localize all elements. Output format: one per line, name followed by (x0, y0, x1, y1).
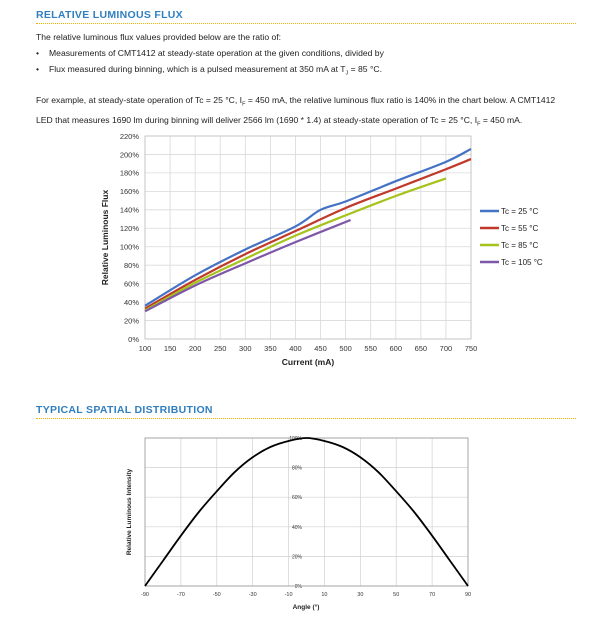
section-title-typical-spatial-distribution: TYPICAL SPATIAL DISTRIBUTION (36, 404, 213, 416)
x-axis-label: Current (mA) (281, 357, 335, 367)
legend-label-3: Tc = 85 °C (501, 240, 539, 250)
plot-area-frame (145, 438, 468, 586)
x-tick-label: 350 (264, 344, 277, 353)
y-tick-label: 20% (123, 316, 139, 326)
y-tick-label: 140% (119, 205, 139, 215)
x-tick-label: 200 (188, 344, 202, 353)
legend-label-4: Tc = 105 °C (501, 257, 543, 267)
section-divider (36, 418, 576, 419)
x-tick-label: 150 (163, 344, 177, 353)
bullet-marker: • (36, 48, 40, 58)
y-tick-label: 160% (119, 187, 139, 197)
x-tick-label: 650 (414, 344, 428, 353)
x-tick-label: 30 (357, 592, 364, 598)
bullet-marker: • (36, 64, 40, 74)
y-tick-label: 100% (289, 436, 302, 442)
x-tick-label: 90 (464, 592, 472, 598)
y-axis-label: Relative Luminous Intensity (126, 468, 133, 556)
example-paragraph (36, 94, 555, 130)
y-tick-label: 180% (119, 168, 139, 178)
legend-label-2: Tc = 55 °C (501, 223, 539, 233)
y-tick-label: 120% (119, 224, 139, 234)
x-tick-label: -70 (176, 592, 185, 598)
x-tick-label: 70 (429, 592, 436, 598)
y-tick-label: 80% (123, 260, 139, 270)
x-tick-label: 700 (439, 344, 453, 353)
x-tick-label: 600 (389, 344, 403, 353)
y-tick-label: 20% (291, 554, 302, 561)
example-line-1: For example, at steady-state operation of Tc = 25 °C, $I_F = 450$ mA, the relative luminous flux ratio is 140% in the chart below. A CMT1412 (36, 95, 556, 108)
y-tick-label: 220% (119, 131, 139, 141)
y-tick-label: 40% (123, 297, 139, 307)
x-tick-label: 50 (393, 592, 400, 598)
x-tick-label: 450 (314, 344, 327, 353)
x-tick-label: -90 (141, 592, 149, 598)
bullet-text: Flux measured during binning, which is a pulsed measurement at 350 mA at $T_J = 85$ °C. (49, 64, 383, 77)
x-tick-label: 100 (138, 344, 152, 353)
y-tick-label: 40% (291, 524, 302, 531)
y-tick-label: 0% (128, 334, 139, 344)
intro-text: The relative luminous flux values provided below are the ratio of: (36, 32, 282, 42)
spatial-distribution-chart (0, 428, 612, 622)
x-tick-label: 10 (321, 592, 328, 598)
x-tick-label: 250 (213, 344, 227, 353)
example-line-2: LED that measures 1690 lm during binning will deliver 2566 lm (1690 * 1.4) at steady-state operation of Tc = 25 °C, $I_F = 450$ mA. (36, 114, 523, 128)
x-tick-label: 400 (289, 344, 302, 353)
legend-label-1: Tc = 25 °C (501, 206, 539, 216)
section-divider (36, 23, 576, 24)
bullet-text: Measurements of CMT1412 at steady-state operation at the given conditions, divided by (49, 48, 384, 58)
y-tick-label: 100% (119, 242, 139, 252)
y-tick-label: 60% (123, 279, 139, 289)
y-axis-label: Relative Luminous Flux (100, 189, 110, 286)
x-tick-label: 750 (464, 344, 478, 353)
x-axis-label: Angle (°) (292, 604, 320, 611)
x-tick-label: -30 (248, 592, 257, 598)
x-tick-label: -10 (284, 592, 293, 598)
section-title-relative-luminous-flux: RELATIVE LUMINOUS FLUX (36, 9, 183, 21)
y-tick-label: 60% (291, 495, 302, 502)
relative-luminous-flux-chart (0, 128, 612, 373)
x-tick-label: 300 (239, 344, 252, 353)
y-tick-label: 200% (119, 150, 139, 160)
x-tick-label: 550 (364, 344, 377, 353)
y-tick-label: 0% (294, 584, 302, 590)
y-tick-label: 80% (291, 465, 302, 472)
distribution-curve (145, 438, 468, 586)
x-tick-label: -50 (212, 592, 221, 598)
series-line-4 (145, 220, 351, 311)
x-tick-label: 500 (339, 344, 352, 353)
